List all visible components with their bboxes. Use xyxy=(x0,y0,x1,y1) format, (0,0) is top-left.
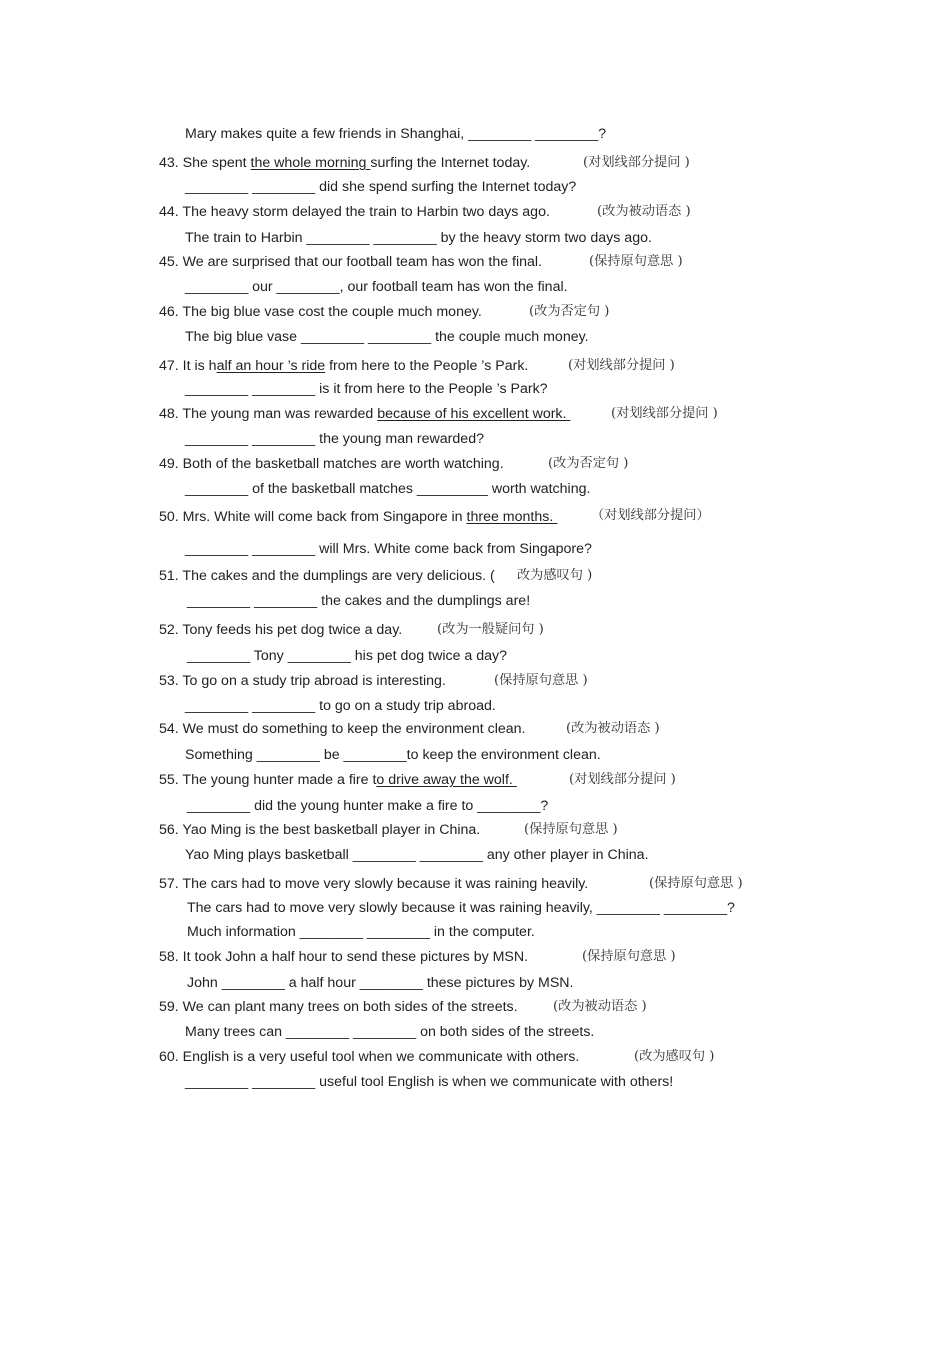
question-49: 49. Both of the basketball matches are worth watching. xyxy=(159,456,504,472)
question-55-underlined: o drive away the wolf. xyxy=(376,772,517,788)
answer-line-52: ________ Tony ________ his pet dog twice a day? xyxy=(187,648,507,664)
answer-line-45: ________ our ________, our football team has won the final. xyxy=(185,279,568,295)
question-54: 54. We must do something to keep the environment clean. xyxy=(159,721,526,737)
answer-line-56: Yao Ming plays basketball ________ ________ any other player in China. xyxy=(185,847,649,863)
question-43-underlined: the whole morning xyxy=(250,155,371,171)
instruction-54: (改为被动语态 ) xyxy=(566,721,660,736)
question-43-text: 43. She spent xyxy=(159,155,251,171)
answer-line-59: Many trees can ________ ________ on both sides of the streets. xyxy=(185,1024,595,1040)
question-43 xyxy=(159,154,530,172)
instruction-45: (保持原句意思 ) xyxy=(589,254,683,269)
instruction-56: (保持原句意思 ) xyxy=(524,822,618,837)
instruction-51: 改为感叹句 ) xyxy=(517,568,593,583)
answer-line-53: ________ ________ to go on a study trip abroad. xyxy=(185,698,496,714)
instruction-48: (对划线部分提问 ) xyxy=(611,406,718,421)
answer-line-57b: Much information ________ ________ in the computer. xyxy=(187,924,535,940)
question-52: 52. Tony feeds his pet dog twice a day. xyxy=(159,622,403,638)
question-44: 44. The heavy storm delayed the train to Harbin two days ago. xyxy=(159,204,550,220)
question-53: 53. To go on a study trip abroad is interesting. xyxy=(159,673,446,689)
question-51: 51. The cakes and the dumplings are very delicious. ( xyxy=(159,568,495,584)
instruction-55: (对划线部分提问 ) xyxy=(569,772,676,787)
instruction-60: (改为感叹句 ) xyxy=(634,1049,715,1064)
instruction-50: （对划线部分提问） xyxy=(591,508,710,523)
instruction-43: (对划线部分提问 ) xyxy=(583,155,690,170)
question-56: 56. Yao Ming is the best basketball player in China. xyxy=(159,822,481,838)
question-46: 46. The big blue vase cost the couple much money. xyxy=(159,304,482,320)
question-43-text-end: surfing the Internet today. xyxy=(370,155,531,171)
answer-line-57: The cars had to move very slowly because it was raining heavily, ________ ________? xyxy=(187,900,735,916)
question-50-text: 50. Mrs. White will come back from Singapore in xyxy=(159,509,467,525)
instruction-52: (改为一般疑问句 ) xyxy=(437,622,544,637)
question-50-underlined: three months. xyxy=(466,509,558,525)
answer-line-48: ________ ________ the young man rewarded? xyxy=(185,431,484,447)
instruction-57: (保持原句意思 ) xyxy=(649,876,743,891)
question-59: 59. We can plant many trees on both sides of the streets. xyxy=(159,999,518,1015)
instruction-53: (保持原句意思 ) xyxy=(494,673,588,688)
answer-line-50: ________ ________ will Mrs. White come back from Singapore? xyxy=(185,541,592,557)
question-47-underlined: alf an hour ’s ride xyxy=(216,358,326,374)
question-55-text: 55. The young hunter made a fire t xyxy=(159,772,377,788)
question-48-underlined: because of his excellent work. xyxy=(377,406,571,422)
instruction-47: (对划线部分提问 ) xyxy=(568,358,675,373)
answer-line-58: John ________ a half hour ________ these pictures by MSN. xyxy=(187,975,574,991)
question-48-text: 48. The young man was rewarded xyxy=(159,406,378,422)
question-57: 57. The cars had to move very slowly because it was raining heavily. xyxy=(159,876,589,892)
question-47-text: 47. It is h xyxy=(159,358,217,374)
question-58: 58. It took John a half hour to send these pictures by MSN. xyxy=(159,949,529,965)
answer-line-55: ________ did the young hunter make a fire to ________? xyxy=(187,798,549,814)
question-60: 60. English is a very useful tool when we communicate with others. xyxy=(159,1049,580,1065)
answer-line-44: The train to Harbin ________ ________ by the heavy storm two days ago. xyxy=(185,230,652,246)
answer-line-54: Something ________ be ________to keep the environment clean. xyxy=(185,747,601,763)
answer-line-46: The big blue vase ________ ________ the couple much money. xyxy=(185,329,589,345)
answer-line-43: ________ ________ did she spend surfing the Internet today? xyxy=(185,179,577,195)
answer-line-49: ________ of the basketball matches _________ worth watching. xyxy=(185,481,591,497)
question-50 xyxy=(159,508,557,526)
answer-line-47: ________ ________ is it from here to the People ’s Park? xyxy=(185,381,548,397)
question-47-text-end: from here to the People ’s Park. xyxy=(325,358,529,374)
instruction-44: (改为被动语态 ) xyxy=(597,204,691,219)
instruction-49: (改为否定句 ) xyxy=(548,456,629,471)
question-55 xyxy=(159,771,517,789)
instruction-46: (改为否定句 ) xyxy=(529,304,610,319)
question-48 xyxy=(159,405,570,423)
answer-line-51: ________ ________ the cakes and the dumplings are! xyxy=(187,593,531,609)
instruction-59: (改为被动语态 ) xyxy=(553,999,647,1014)
answer-line-60: ________ ________ useful tool English is when we communicate with others! xyxy=(185,1074,674,1090)
answer-line-42: Mary makes quite a few friends in Shanghai, ________ ________? xyxy=(185,126,607,142)
instruction-58: (保持原句意思 ) xyxy=(582,949,676,964)
question-45: 45. We are surprised that our football team has won the final. xyxy=(159,254,543,270)
question-47 xyxy=(159,357,528,375)
